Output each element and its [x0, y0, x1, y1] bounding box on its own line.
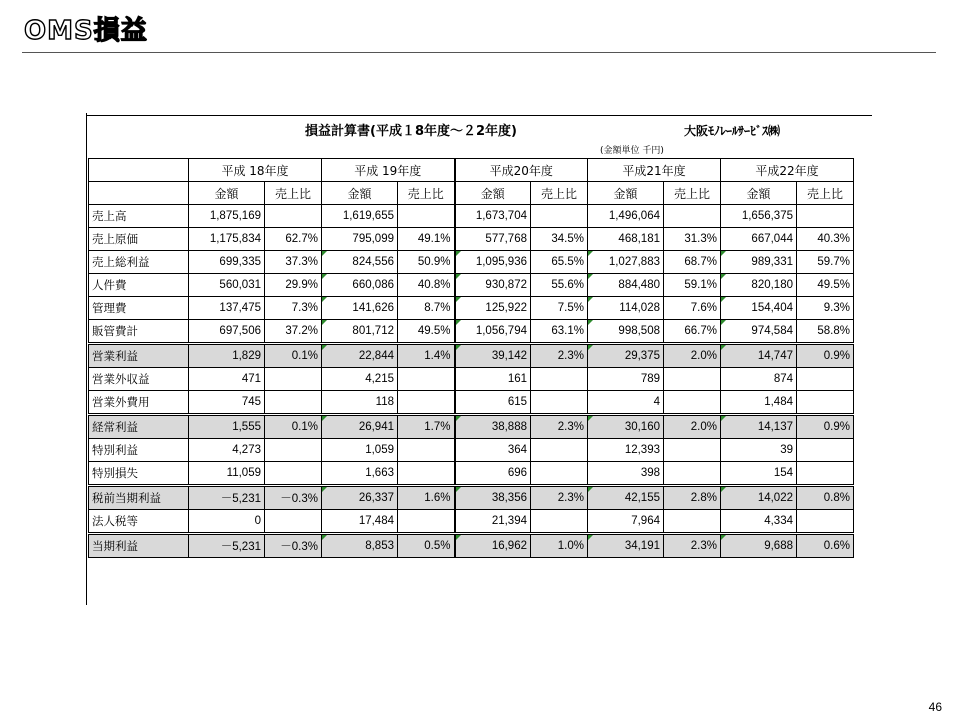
ratio-header: 売上比	[797, 182, 854, 205]
ratio-cell: 2.3%	[531, 415, 588, 439]
row-label: 営業外収益	[89, 368, 189, 391]
ratio-cell: 2.3%	[664, 534, 721, 558]
amount-cell: 884,480	[588, 274, 664, 297]
amount-cell: 14,022	[721, 486, 797, 510]
ratio-cell: 1.0%	[531, 534, 588, 558]
sheet-top-border	[86, 115, 872, 116]
row-label: 売上総利益	[89, 251, 189, 274]
table-row	[89, 486, 854, 510]
row-label: 特別損失	[89, 462, 189, 486]
ratio-cell: 2.3%	[531, 486, 588, 510]
ratio-cell: 2.3%	[531, 344, 588, 368]
amount-cell: 824,556	[322, 251, 398, 274]
amount-cell: 364	[455, 439, 531, 462]
ratio-cell: 55.6%	[531, 274, 588, 297]
amount-cell: 22,844	[322, 344, 398, 368]
ratio-cell: 0.9%	[797, 344, 854, 368]
table-title: 損益計算書(平成１8年度～２2年度)	[305, 124, 517, 139]
ratio-cell: 58.8%	[797, 320, 854, 344]
corner-cell	[89, 159, 189, 182]
amount-cell: 42,155	[588, 486, 664, 510]
amount-header: 金額	[721, 182, 797, 205]
amount-cell: 696	[455, 462, 531, 486]
page-number: 46	[928, 700, 942, 714]
amount-cell: 8,853	[322, 534, 398, 558]
ratio-cell: 40.8%	[398, 274, 455, 297]
amount-header: 金額	[189, 182, 265, 205]
ratio-cell	[797, 368, 854, 391]
ratio-cell: 37.2%	[265, 320, 322, 344]
amount-cell: 26,941	[322, 415, 398, 439]
row-label: 営業利益	[89, 344, 189, 368]
amount-cell: 7,964	[588, 510, 664, 534]
amount-cell: 697,506	[189, 320, 265, 344]
ratio-cell	[265, 368, 322, 391]
year-header: 平成 19年度	[322, 159, 455, 182]
ratio-cell	[531, 391, 588, 415]
amount-cell: 874	[721, 368, 797, 391]
amount-cell: 137,475	[189, 297, 265, 320]
ratio-cell	[797, 391, 854, 415]
ratio-cell	[398, 439, 455, 462]
table-row	[89, 510, 854, 534]
amount-cell: 1,059	[322, 439, 398, 462]
ratio-cell: 37.3%	[265, 251, 322, 274]
column-header-row	[89, 182, 854, 205]
amount-header: 金額	[455, 182, 531, 205]
ratio-cell: 7.3%	[265, 297, 322, 320]
amount-cell: 154,404	[721, 297, 797, 320]
ratio-cell	[797, 205, 854, 228]
ratio-cell	[531, 439, 588, 462]
amount-cell: 1,056,794	[455, 320, 531, 344]
amount-cell: 141,626	[322, 297, 398, 320]
ratio-cell	[531, 462, 588, 486]
ratio-header: 売上比	[664, 182, 721, 205]
amount-cell: 745	[189, 391, 265, 415]
ratio-cell	[531, 205, 588, 228]
amount-cell: 1,095,936	[455, 251, 531, 274]
ratio-cell	[531, 510, 588, 534]
ratio-cell: 0.1%	[265, 415, 322, 439]
amount-cell: 1,829	[189, 344, 265, 368]
table-row	[89, 368, 854, 391]
corner-cell	[89, 182, 189, 205]
amount-cell: 38,888	[455, 415, 531, 439]
amount-cell: 667,044	[721, 228, 797, 251]
ratio-cell: 2.0%	[664, 344, 721, 368]
ratio-cell	[664, 439, 721, 462]
ratio-cell: －0.3%	[265, 534, 322, 558]
ratio-cell	[531, 368, 588, 391]
amount-cell: 14,747	[721, 344, 797, 368]
amount-cell: 114,028	[588, 297, 664, 320]
year-header: 平成22年度	[721, 159, 854, 182]
ratio-cell	[398, 368, 455, 391]
ratio-cell: 59.1%	[664, 274, 721, 297]
ratio-cell: 1.7%	[398, 415, 455, 439]
year-header: 平成 18年度	[189, 159, 322, 182]
amount-cell: 1,673,704	[455, 205, 531, 228]
amount-cell: 1,484	[721, 391, 797, 415]
ratio-cell: 0.5%	[398, 534, 455, 558]
table-row	[89, 344, 854, 368]
ratio-cell: 0.1%	[265, 344, 322, 368]
table-row	[89, 228, 854, 251]
amount-cell: 1,496,064	[588, 205, 664, 228]
ratio-cell	[664, 510, 721, 534]
amount-cell: 154	[721, 462, 797, 486]
amount-cell: 4,273	[189, 439, 265, 462]
ratio-cell: 1.4%	[398, 344, 455, 368]
ratio-cell: 34.5%	[531, 228, 588, 251]
amount-cell: 21,394	[455, 510, 531, 534]
amount-cell: 801,712	[322, 320, 398, 344]
ratio-header: 売上比	[398, 182, 455, 205]
table-row	[89, 534, 854, 558]
amount-cell: －5,231	[189, 486, 265, 510]
ratio-cell	[398, 462, 455, 486]
amount-cell: 29,375	[588, 344, 664, 368]
row-label: 当期利益	[89, 534, 189, 558]
ratio-cell: 0.8%	[797, 486, 854, 510]
ratio-cell: 68.7%	[664, 251, 721, 274]
ratio-cell	[664, 205, 721, 228]
amount-cell: 795,099	[322, 228, 398, 251]
unit-note: (金額単位 千円)	[600, 146, 664, 156]
amount-cell: 4,215	[322, 368, 398, 391]
year-header: 平成21年度	[588, 159, 721, 182]
ratio-cell: 31.3%	[664, 228, 721, 251]
ratio-cell: 7.6%	[664, 297, 721, 320]
amount-cell: 989,331	[721, 251, 797, 274]
amount-cell: 161	[455, 368, 531, 391]
ratio-cell: 9.3%	[797, 297, 854, 320]
ratio-cell	[797, 510, 854, 534]
amount-cell: 1,656,375	[721, 205, 797, 228]
slide-title: OMS損益	[24, 16, 148, 46]
amount-cell: 1,875,169	[189, 205, 265, 228]
amount-cell: 577,768	[455, 228, 531, 251]
amount-cell: 39,142	[455, 344, 531, 368]
ratio-cell: 66.7%	[664, 320, 721, 344]
ratio-cell	[265, 510, 322, 534]
amount-cell: 820,180	[721, 274, 797, 297]
ratio-cell	[664, 368, 721, 391]
row-label: 特別利益	[89, 439, 189, 462]
amount-cell: 699,335	[189, 251, 265, 274]
ratio-cell: 65.5%	[531, 251, 588, 274]
table-row	[89, 462, 854, 486]
ratio-cell	[398, 510, 455, 534]
ratio-cell: 29.9%	[265, 274, 322, 297]
sheet-left-border	[86, 113, 87, 605]
ratio-cell: 49.5%	[797, 274, 854, 297]
amount-cell: 398	[588, 462, 664, 486]
table-row	[89, 251, 854, 274]
ratio-cell: 2.8%	[664, 486, 721, 510]
amount-cell: 998,508	[588, 320, 664, 344]
title-divider	[22, 52, 936, 53]
table-row	[89, 297, 854, 320]
company-name: 大阪ﾓﾉﾚｰﾙｻｰﾋﾞｽ㈱	[684, 124, 781, 138]
ratio-cell	[265, 205, 322, 228]
row-label: 経常利益	[89, 415, 189, 439]
amount-cell: 118	[322, 391, 398, 415]
ratio-cell: 2.0%	[664, 415, 721, 439]
row-label: 売上高	[89, 205, 189, 228]
amount-cell: 39	[721, 439, 797, 462]
year-header-row	[89, 159, 854, 182]
ratio-cell: 62.7%	[265, 228, 322, 251]
amount-header: 金額	[322, 182, 398, 205]
amount-cell: 615	[455, 391, 531, 415]
ratio-cell: 49.5%	[398, 320, 455, 344]
row-label: 人件費	[89, 274, 189, 297]
amount-cell: 789	[588, 368, 664, 391]
row-label: 営業外費用	[89, 391, 189, 415]
ratio-cell	[797, 439, 854, 462]
row-label: 税前当期利益	[89, 486, 189, 510]
amount-cell: 34,191	[588, 534, 664, 558]
table-row	[89, 205, 854, 228]
amount-cell: 14,137	[721, 415, 797, 439]
amount-cell: 1,555	[189, 415, 265, 439]
ratio-cell	[664, 391, 721, 415]
ratio-cell	[265, 391, 322, 415]
ratio-cell: 0.9%	[797, 415, 854, 439]
amount-cell: 9,688	[721, 534, 797, 558]
table-row	[89, 274, 854, 297]
amount-cell: 16,962	[455, 534, 531, 558]
table-row	[89, 439, 854, 462]
ratio-cell: 59.7%	[797, 251, 854, 274]
amount-cell: 1,027,883	[588, 251, 664, 274]
amount-cell: 974,584	[721, 320, 797, 344]
amount-cell: 4,334	[721, 510, 797, 534]
amount-cell: 1,175,834	[189, 228, 265, 251]
ratio-cell	[664, 462, 721, 486]
ratio-cell: 49.1%	[398, 228, 455, 251]
ratio-cell: －0.3%	[265, 486, 322, 510]
table-row	[89, 391, 854, 415]
table-row	[89, 415, 854, 439]
amount-cell: 560,031	[189, 274, 265, 297]
income-statement-table	[88, 158, 854, 558]
amount-cell: 0	[189, 510, 265, 534]
amount-cell: 468,181	[588, 228, 664, 251]
row-label: 管理費	[89, 297, 189, 320]
amount-cell: 125,922	[455, 297, 531, 320]
ratio-cell: 1.6%	[398, 486, 455, 510]
ratio-cell	[265, 439, 322, 462]
amount-cell: 930,872	[455, 274, 531, 297]
amount-cell: 1,663	[322, 462, 398, 486]
ratio-cell: 0.6%	[797, 534, 854, 558]
table-row	[89, 320, 854, 344]
amount-cell: 12,393	[588, 439, 664, 462]
amount-cell: 4	[588, 391, 664, 415]
amount-cell: 26,337	[322, 486, 398, 510]
amount-cell: 1,619,655	[322, 205, 398, 228]
year-header: 平成20年度	[455, 159, 588, 182]
amount-cell: －5,231	[189, 534, 265, 558]
amount-cell: 660,086	[322, 274, 398, 297]
ratio-cell: 50.9%	[398, 251, 455, 274]
amount-cell: 38,356	[455, 486, 531, 510]
ratio-header: 売上比	[531, 182, 588, 205]
row-label: 売上原価	[89, 228, 189, 251]
ratio-cell: 63.1%	[531, 320, 588, 344]
ratio-cell	[797, 462, 854, 486]
ratio-cell: 7.5%	[531, 297, 588, 320]
amount-cell: 30,160	[588, 415, 664, 439]
amount-cell: 17,484	[322, 510, 398, 534]
ratio-header: 売上比	[265, 182, 322, 205]
row-label: 法人税等	[89, 510, 189, 534]
ratio-cell	[398, 391, 455, 415]
ratio-cell: 40.3%	[797, 228, 854, 251]
row-label: 販管費計	[89, 320, 189, 344]
ratio-cell	[398, 205, 455, 228]
ratio-cell: 8.7%	[398, 297, 455, 320]
ratio-cell	[265, 462, 322, 486]
amount-header: 金額	[588, 182, 664, 205]
amount-cell: 471	[189, 368, 265, 391]
amount-cell: 11,059	[189, 462, 265, 486]
